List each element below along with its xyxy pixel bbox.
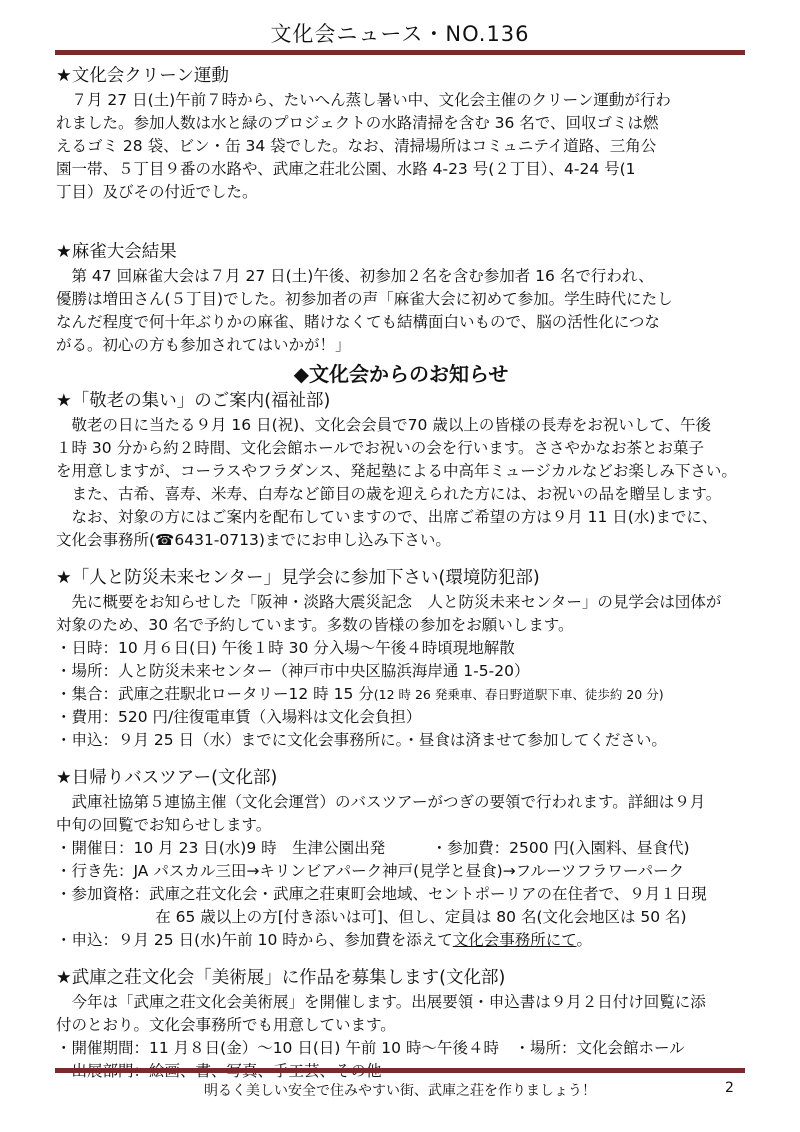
list-item bbox=[56, 683, 746, 706]
body-line: を用意しますが、コーラスやフラダンス、発起塾による中高年ミュージカルなどお楽しみ下さい。 bbox=[56, 462, 737, 480]
footer-slogan: 明るく美しい安全で住みやすい街、武庫之荘を作りましょう！ bbox=[204, 1083, 596, 1099]
body-line: 優勝は増田さん(５丁目)でした。初参加者の声「麻雀大会に初めて参加。学生時代にたし bbox=[56, 290, 673, 308]
header-divider bbox=[55, 50, 745, 55]
body-line: 丁目）及びその付近でした。 bbox=[56, 183, 258, 201]
list-item: ・参加資格：武庫之荘文化会・武庫之荘東町会地域、セントポーリアの在住者で、９月１日現 bbox=[56, 885, 707, 903]
list-item: ・開催期間：11 月８日(金）～10 日(日) 午前 10 時～午後４時 ・場所：文化会館ホール bbox=[56, 1039, 685, 1057]
spacer bbox=[56, 952, 746, 966]
body-line: 中旬の回覧でお知らせします。 bbox=[56, 816, 272, 834]
footer-divider bbox=[55, 1068, 745, 1073]
body-line: 付のとおり。文化会事務所でも用意しています。 bbox=[56, 1016, 396, 1034]
section-heading: ★文化会クリーン運動 bbox=[56, 66, 229, 86]
body-line: 第 47 回麻雀大会は７月 27 日(土)午後、初参加２名を含む参加者 16 名で行われ、 bbox=[71, 267, 654, 285]
item-text: ・集合：武庫之荘駅北ロータリー12 時 15 分 bbox=[56, 685, 374, 703]
body-line: 対象のため、30 名で予約しています。多数の皆様の参加をお願いします。 bbox=[56, 616, 574, 634]
office-underlined: 文化会事務所にて bbox=[452, 931, 577, 949]
spacer bbox=[56, 552, 746, 566]
body-line: ７月 27 日(土)午前７時から、たいへん蒸し暑い中、文化会主催のクリーン運動が行わ bbox=[71, 91, 671, 109]
list-item bbox=[56, 929, 746, 952]
item-note: (12 時 26 発乗車、春日野道駅下車、徒歩約 20 分) bbox=[373, 687, 664, 702]
section-heading: ★「敬老の集い」のご案内(福祉部) bbox=[56, 391, 331, 411]
section-heading: ★麻雀大会結果 bbox=[56, 242, 177, 262]
list-item: ・開催日：10 月 23 日(水)9 時 生津公園出発 ・参加費：2500 円(入園料、昼食代) bbox=[56, 839, 690, 857]
page-number: 2 bbox=[725, 1080, 734, 1096]
body-line: 園一帯、５丁目９番の水路や、武庫之荘北公園、水路 4-23 号(２丁目）、4-24 号(1 bbox=[56, 160, 636, 178]
list-item-continuation: 在 65 歳以上の方[付き添いは可]、但し、定員は 80 名(文化会地区は 50 名) bbox=[155, 908, 687, 926]
body-line: 敬老の日に当たる９月 16 日(祝)、文化会会員で70 歳以上の皆様の長寿をお祝いして、午後 bbox=[71, 416, 712, 434]
body-line: がる。初心の方も参加されてはいかが！」 bbox=[56, 336, 351, 354]
page-title: 文化会ニュース・NO.136 bbox=[270, 22, 530, 46]
body-line: 今年は「武庫之荘文化会美術展」を開催します。出展要領・申込書は９月２日付け回覧に添 bbox=[71, 993, 706, 1011]
list-item: ・行き先：JA パスカル三田→キリンビアパーク神戸(見学と昼食)→フルーツフラワーパーク bbox=[56, 862, 685, 880]
notice-title: ◆文化会からのお知らせ bbox=[293, 362, 509, 386]
list-item: ・費用：520 円/往復電車賃（入場料は文化会負担） bbox=[56, 708, 422, 726]
item-text: ・申込：９月 25 日(水)午前 10 時から、参加費を添えて bbox=[56, 931, 453, 949]
item-text: 。 bbox=[576, 931, 592, 949]
body-line: 武庫社協第５連協主催（文化会運営）のバスツアーがつぎの要領で行われます。詳細は９月 bbox=[71, 793, 706, 811]
section-heading: ★武庫之荘文化会「美術展」に作品を募集します(文化部) bbox=[56, 968, 506, 988]
body-line: １時 30 分から約２時間、文化会館ホールでお祝いの会を行います。ささやかなお茶とお菓子 bbox=[56, 439, 705, 457]
body-line: 先に概要をお知らせした「阪神・淡路大震災記念 人と防災未来センター」の見学会は団体が bbox=[71, 593, 722, 611]
spacer bbox=[56, 204, 746, 240]
body-line: 文化会事務所(☎6431-0713)までにお申し込み下さい。 bbox=[56, 531, 451, 549]
newsletter-body bbox=[56, 64, 746, 1083]
section-heading: ★日帰りバスツアー(文化部) bbox=[56, 768, 278, 788]
body-line: れました。参加人数は水と緑のプロジェクトの水路清掃を含む 36 名で、回収ゴミは燃 bbox=[56, 114, 659, 132]
body-line: えるゴミ 28 袋、ビン・缶 34 袋でした。なお、清掃場所はコミュニテイ道路、三角公 bbox=[56, 137, 657, 155]
list-item: ・場所：人と防災未来センター（神戸市中央区脇浜海岸通 1-5-20） bbox=[56, 662, 530, 680]
list-item: ・日時：10 月６日(日) 午後１時 30 分入場～午後４時頃現地解散 bbox=[56, 639, 515, 657]
list-item: ・申込：９月 25 日（水）までに文化会事務所に。・昼食は済ませて参加してください。 bbox=[56, 731, 667, 749]
section-heading: ★「人と防災未来センター」見学会に参加下さい(環境防犯部) bbox=[56, 568, 540, 588]
body-line: また、古希、喜寿、米寿、白寿など節目の歳を迎えられた方には、お祝いの品を贈呈します。 bbox=[71, 485, 722, 503]
body-line: なお、対象の方にはご案内を配布していますので、出席ご希望の方は９月 11 日(水)までに、 bbox=[71, 508, 718, 526]
body-line: なんだ程度で何十年ぶりかの麻雀、賭けなくても結構面白いもので、脳の活性化につな bbox=[56, 313, 660, 331]
spacer bbox=[56, 752, 746, 766]
